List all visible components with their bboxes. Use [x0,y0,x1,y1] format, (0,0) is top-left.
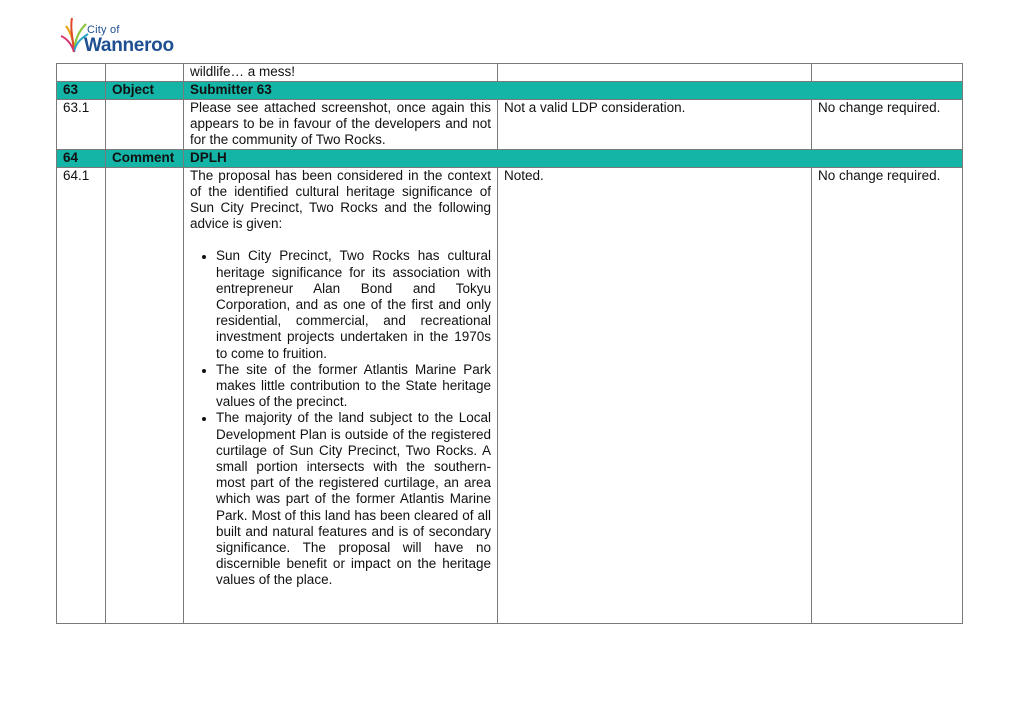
header-type: Object [106,82,184,100]
list-item: • The majority of the land subject to the Local Development Plan is outside of the registered curtilage of Sun City Precinct, Two Rocks. A small portion intersects with the southern-most part of the registered curtilage, an area which was part of the former Atlantis Marine Park. Most of this land has been cleared of all built and natural features and is of secondary significance. The proposal will have no discernible benefit or impact on the heritage values of the place. [216,410,491,588]
header-number: 64 [57,149,106,167]
header-title: Submitter 63 [184,82,963,100]
cell-response: Not a valid LDP consideration. [498,100,812,150]
cell-outcome [812,64,963,82]
header-number: 63 [57,82,106,100]
cell-type [106,64,184,82]
submissions-table [56,63,963,624]
cell-num: 63.1 [57,100,106,150]
logo-line1: City of [87,24,120,36]
cell-num: 64.1 [57,167,106,623]
table-row [57,64,963,82]
table-row [57,100,963,150]
cell-type [106,100,184,150]
header-title: DPLH [184,149,963,167]
cell-num [57,64,106,82]
submitter-header-row [57,82,963,100]
advice-list [190,248,491,588]
cell-response [498,64,812,82]
cell-submission: Please see attached screenshot, once again this appears to be in favour of the developers and not for the community of Two Rocks. [184,100,498,150]
header-type: Comment [106,149,184,167]
list-item: • Sun City Precinct, Two Rocks has cultural heritage significance for its association with entrepreneur Alan Bond and Tokyu Corporation, and as one of the first and only residential, commercial, and recreational investment projects undertaken in the 1970s to come to fruition. [216,248,491,361]
submitter-header-row [57,149,963,167]
table-row [57,167,963,623]
cell-response: Noted. [498,167,812,623]
logo-line2: Wanneroo [84,35,174,56]
city-logo [60,14,180,56]
cell-outcome: No change required. [812,167,963,623]
submission-intro: The proposal has been considered in the context of the identified cultural heritage significance of Sun City Precinct, Two Rocks and the following advice is given: [190,167,491,232]
cell-submission: wildlife… a mess! [184,64,498,82]
cell-type [106,167,184,623]
cell-submission [184,167,498,623]
list-item: • The site of the former Atlantis Marine Park makes little contribution to the State heritage values of the precinct. [216,362,491,411]
cell-outcome: No change required. [812,100,963,150]
